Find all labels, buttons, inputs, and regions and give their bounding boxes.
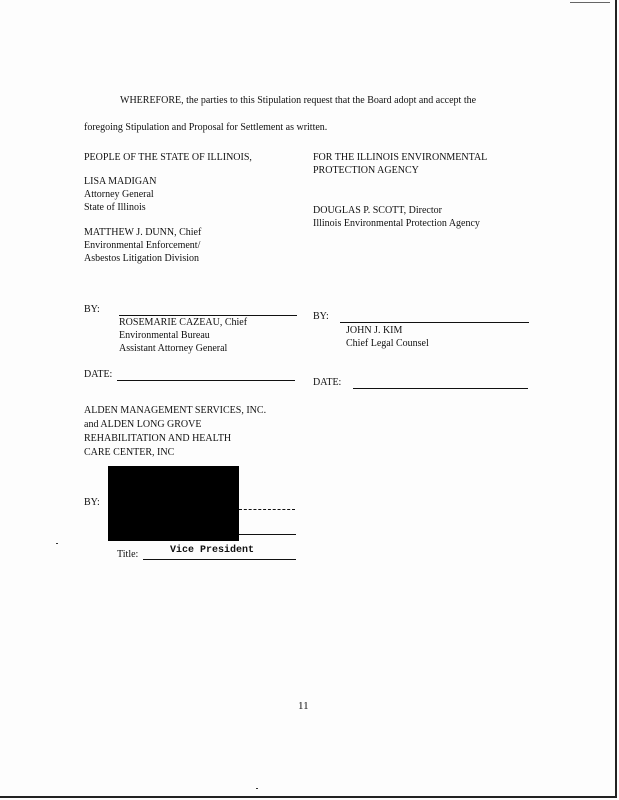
chief-division-line-2: Asbestos Litigation Division [84,253,199,264]
agency-signer-title: Chief Legal Counsel [346,338,429,349]
alden-line-1: ALDEN MANAGEMENT SERVICES, INC. [84,405,267,416]
agency-by-label: BY: [313,311,329,322]
people-heading: PEOPLE OF THE STATE OF ILLINOIS, [84,152,252,163]
agency-signature-line [340,322,529,323]
chief-division-line-1: Environmental Enforcement/ [84,240,201,251]
attorney-general-name: LISA MADIGAN [84,176,157,187]
page-number: 11 [298,700,309,712]
alden-title-label: Title: [117,549,139,560]
alden-line-4: CARE CENTER, INC [84,447,175,458]
attorney-general-title: Attorney General [84,189,154,200]
agency-heading-1: FOR THE ILLINOIS ENVIRONMENTAL [313,152,488,163]
director-name: DOUGLAS P. SCOTT, Director [313,205,442,216]
director-org: Illinois Environmental Protection Agency [313,218,480,229]
scan-speck [570,2,610,3]
alden-by-label: BY: [84,497,100,508]
chief-name: MATTHEW J. DUNN, Chief [84,227,202,238]
intro-line-2: foregoing Stipulation and Proposal for Settlement as written. [84,122,328,133]
people-signer-title: Assistant Attorney General [119,343,228,354]
agency-signer-name: JOHN J. KIM [346,325,403,336]
alden-line-3: REHABILITATION AND HEALTH [84,433,232,444]
scan-speck [256,788,258,789]
attorney-general-state: State of Illinois [84,202,146,213]
alden-title-value: Vice President [170,545,255,556]
scan-speck [56,543,58,544]
agency-date-label: DATE: [313,377,342,388]
alden-signature-line [239,509,295,510]
alden-line-2: and ALDEN LONG GROVE [84,419,202,430]
people-by-label: BY: [84,304,100,315]
people-signer-bureau: Environmental Bureau [119,330,210,341]
redaction-box [108,466,239,541]
agency-date-line [353,388,528,389]
intro-line-1: WHEREFORE, the parties to this Stipulation request that the Board adopt and accept the [120,95,477,106]
people-date-line [117,380,295,381]
agency-heading-2: PROTECTION AGENCY [313,165,419,176]
people-signer-name: ROSEMARIE CAZEAU, Chief [119,317,248,328]
people-signature-line [119,315,297,316]
alden-title-line [143,559,296,560]
alden-second-line [239,534,296,535]
people-date-label: DATE: [84,369,113,380]
